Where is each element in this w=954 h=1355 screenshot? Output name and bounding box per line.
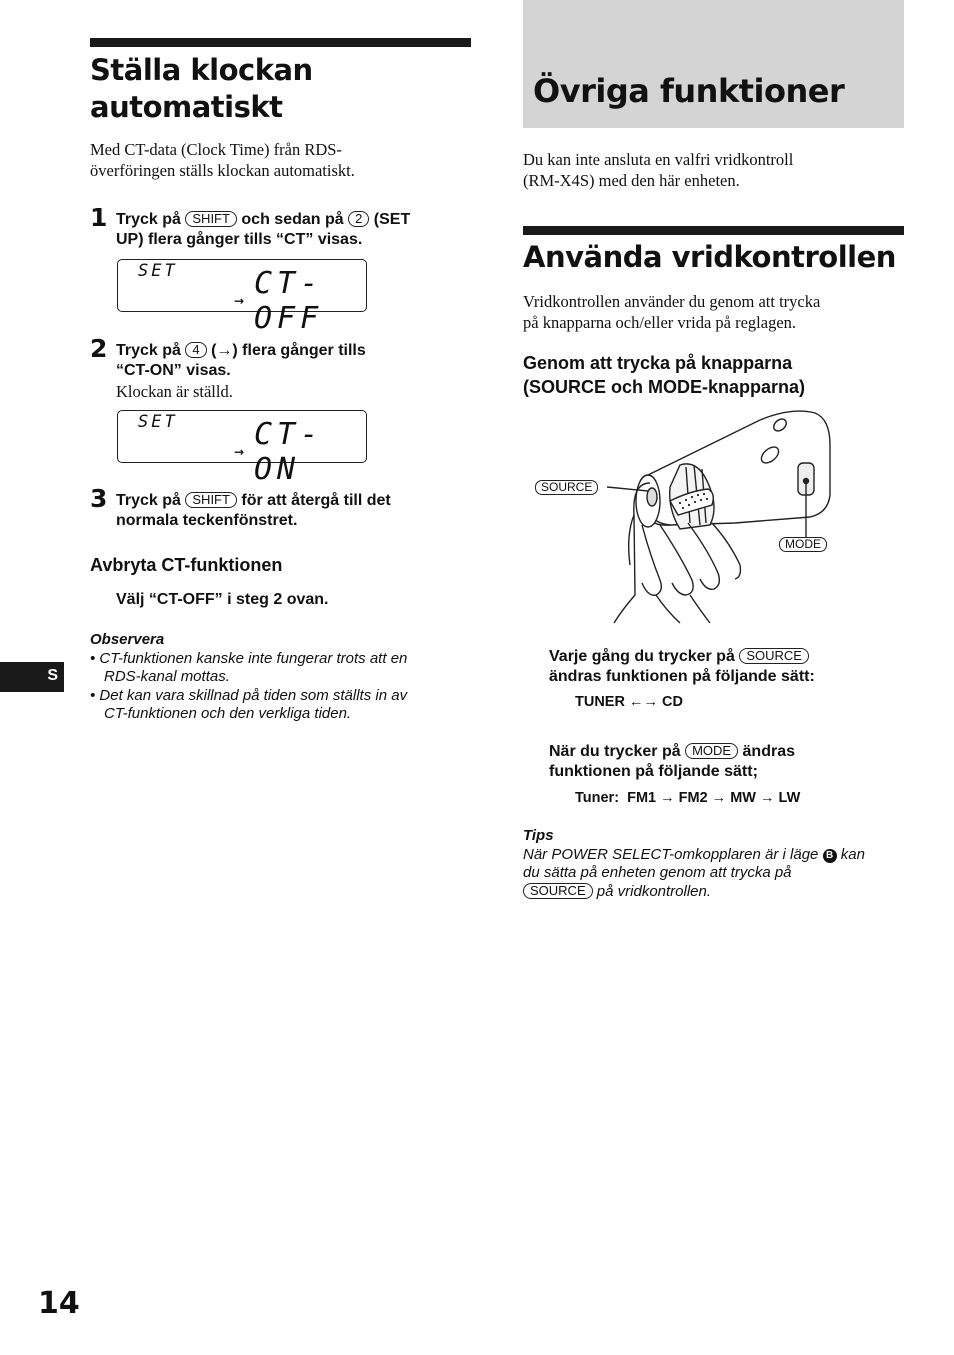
tips-line1 <box>523 846 908 865</box>
lcd-main-text: CT-OFF <box>254 266 324 336</box>
section-intro-line1: Vridkontrollen använder du genom att trycka <box>523 292 821 311</box>
tips-block <box>523 827 908 901</box>
step3-text-line2: normala teckenfönstret. <box>116 512 298 529</box>
step1-text-b: och sedan på <box>241 211 344 228</box>
source-key-label: SOURCE <box>739 648 809 664</box>
step2-result: Klockan är ställd. <box>116 382 233 401</box>
tips-heading: Tips <box>523 827 554 844</box>
sequence-tuner: TUNER <box>575 694 625 710</box>
lcd-arrow-icon: → <box>234 445 245 459</box>
language-side-tab-label: S <box>47 667 58 684</box>
left-title <box>90 52 471 126</box>
note-heading: Observera <box>90 631 165 648</box>
left-title-line1: Ställa klockan <box>90 53 313 87</box>
key-4-label: 4 <box>185 342 206 358</box>
right-intro-line2: (RM-X4S) med den här enheten. <box>523 171 740 190</box>
note-item-1 <box>90 650 475 687</box>
cancel-text: Välj “CT-OFF” i steg 2 ovan. <box>116 591 329 608</box>
step3-text <box>116 491 476 531</box>
lcd-set-indicator: SET <box>138 412 178 432</box>
source-paragraph <box>549 647 909 687</box>
sub-heading <box>523 351 904 399</box>
right-title: Övriga funktioner <box>533 72 845 110</box>
step3-text-b: för att återgå till det <box>241 492 391 509</box>
source-key-label: SOURCE <box>523 883 593 899</box>
step2-text-line2: “CT-ON” visas. <box>116 362 231 379</box>
tips-line3-text: på vridkontrollen. <box>596 882 712 900</box>
shift-key-label: SHIFT <box>185 211 237 227</box>
mode-sequence: Tuner: FM1 → FM2 → MW → LW <box>575 790 801 806</box>
step1-number: 1 <box>90 203 108 232</box>
note-item-2-line1: • Det kan vara skillnad på tiden som ställts in av <box>90 686 408 704</box>
step3-text-a: Tryck på <box>116 492 181 509</box>
left-intro <box>90 139 471 181</box>
mode-paragraph <box>549 742 909 782</box>
section-intro-line2: på knapparna och/eller vrida på reglagen. <box>523 313 797 332</box>
lcd-display-ct-off <box>117 259 367 336</box>
page-number: 14 <box>38 1286 80 1321</box>
lcd-display-ct-on <box>117 410 367 487</box>
step1-text-c: (SET <box>373 211 411 228</box>
key-2-label: 2 <box>348 211 369 227</box>
language-side-tab <box>0 662 64 692</box>
note-block <box>90 631 475 724</box>
mode-callout-label: MODE <box>779 537 827 552</box>
left-intro-line2: överföringen ställs klockan automatiskt. <box>90 161 355 180</box>
section-intro <box>523 291 904 333</box>
lcd-set-indicator: SET <box>138 261 178 281</box>
left-title-line2: automatiskt <box>90 90 283 124</box>
step2-number: 2 <box>90 334 108 363</box>
cancel-heading: Avbryta CT-funktionen <box>90 555 283 575</box>
source-sequence <box>575 693 683 711</box>
source-button-icon <box>647 488 657 506</box>
mode-paragraph-b: ändras <box>742 743 795 760</box>
left-title-rule <box>90 38 471 47</box>
sub-heading-line2: (SOURCE och MODE-knapparna) <box>523 377 806 397</box>
note-item-2-line2: CT-funktionen och den verkliga tiden. <box>104 705 352 722</box>
tips-line1-a: När POWER SELECT-omkopplaren är i läge <box>523 845 819 863</box>
mode-paragraph-a: När du trycker på <box>549 743 681 760</box>
left-intro-line1: Med CT-data (Clock Time) från RDS- <box>90 140 342 159</box>
sequence-cd: CD <box>662 694 683 710</box>
tips-line1-b: kan <box>840 845 865 863</box>
source-paragraph-line2: ändras funktionen på följande sätt: <box>549 668 815 685</box>
sub-heading-line1: Genom att trycka på knapparna <box>523 353 793 373</box>
note-item-1-line2: RDS-kanal mottas. <box>104 668 230 685</box>
rotary-commander-illustration <box>530 405 850 627</box>
position-b-badge: B <box>823 849 837 863</box>
lcd-main-text: CT-ON <box>254 417 324 487</box>
source-paragraph-a: Varje gång du trycker på <box>549 648 735 665</box>
section-title-rule <box>523 226 904 235</box>
step1-text-line2: UP) flera gånger tills “CT” visas. <box>116 231 363 248</box>
tips-line2: du sätta på enheten genom att trycka på <box>523 864 792 881</box>
shift-key-label: SHIFT <box>185 492 237 508</box>
tips-line3 <box>523 883 908 902</box>
lcd-arrow-icon: → <box>234 294 245 308</box>
right-title-box <box>523 0 904 128</box>
mode-paragraph-line2: funktionen på följande sätt; <box>549 763 758 780</box>
step1-text <box>116 210 476 250</box>
mode-key-label: MODE <box>685 743 738 759</box>
right-intro-line1: Du kan inte ansluta en valfri vridkontroll <box>523 150 794 169</box>
note-item-1-line1: • CT-funktionen kanske inte fungerar trots att en <box>90 649 408 667</box>
step2-text <box>116 341 476 402</box>
source-callout-label: SOURCE <box>535 480 598 495</box>
right-intro <box>523 149 904 191</box>
step1-text-a: Tryck på <box>116 211 181 228</box>
step3-number: 3 <box>90 484 108 513</box>
double-arrow-icon: ←→ <box>628 694 658 710</box>
section-title: Använda vridkontrollen <box>523 240 896 274</box>
step2-text-a: Tryck på <box>116 342 181 359</box>
step2-text-b: (→) flera gånger tills <box>211 342 366 359</box>
note-item-2 <box>90 687 475 724</box>
